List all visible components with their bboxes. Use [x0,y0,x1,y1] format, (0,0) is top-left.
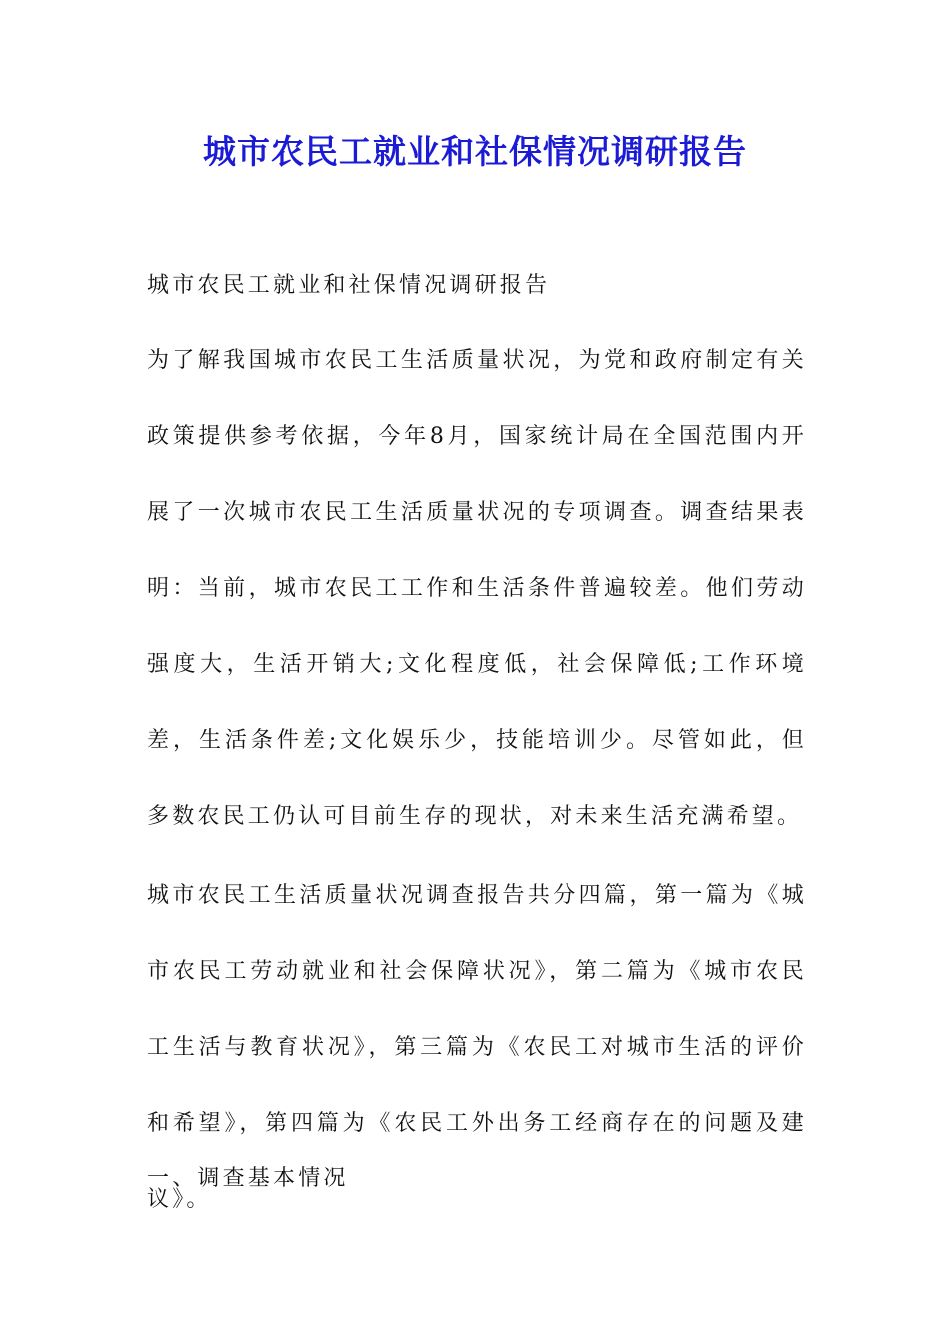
document-title: 城市农民工就业和社保情况调研报告 [203,132,747,171]
section-heading: 一、调查基本情况 [147,1166,349,1191]
paragraph-intro: 为了解我国城市农民工生活质量状况，为党和政府制定有关政策提供参考依据，今年8月，国家统计局在全国范围内开展了一次城市农民工生活质量状况的专项调查。调查结果表明：当前，城市农民工工作和生活条件普遍较差。他们劳动强度大，生活开销大;文化程度低，社会保障低;工作环境差，生活条件差;文化娱乐少，技能培训少。尽管如此，但多数农民工仍认可目前生存的现状，对未来生活充满希望。 [147,348,807,829]
paragraph-structure: 城市农民工生活质量状况调查报告共分四篇，第一篇为《城市农民工劳动就业和社会保障状况》，第二篇为《城市农民工生活与教育状况》，第三篇为《农民工对城市生活的评价和希望》，第四篇为《农民工外出务工经商存在的问题及建议》。 [147,883,807,1212]
document-subtitle: 城市农民工就业和社保情况调研报告 [147,273,551,298]
